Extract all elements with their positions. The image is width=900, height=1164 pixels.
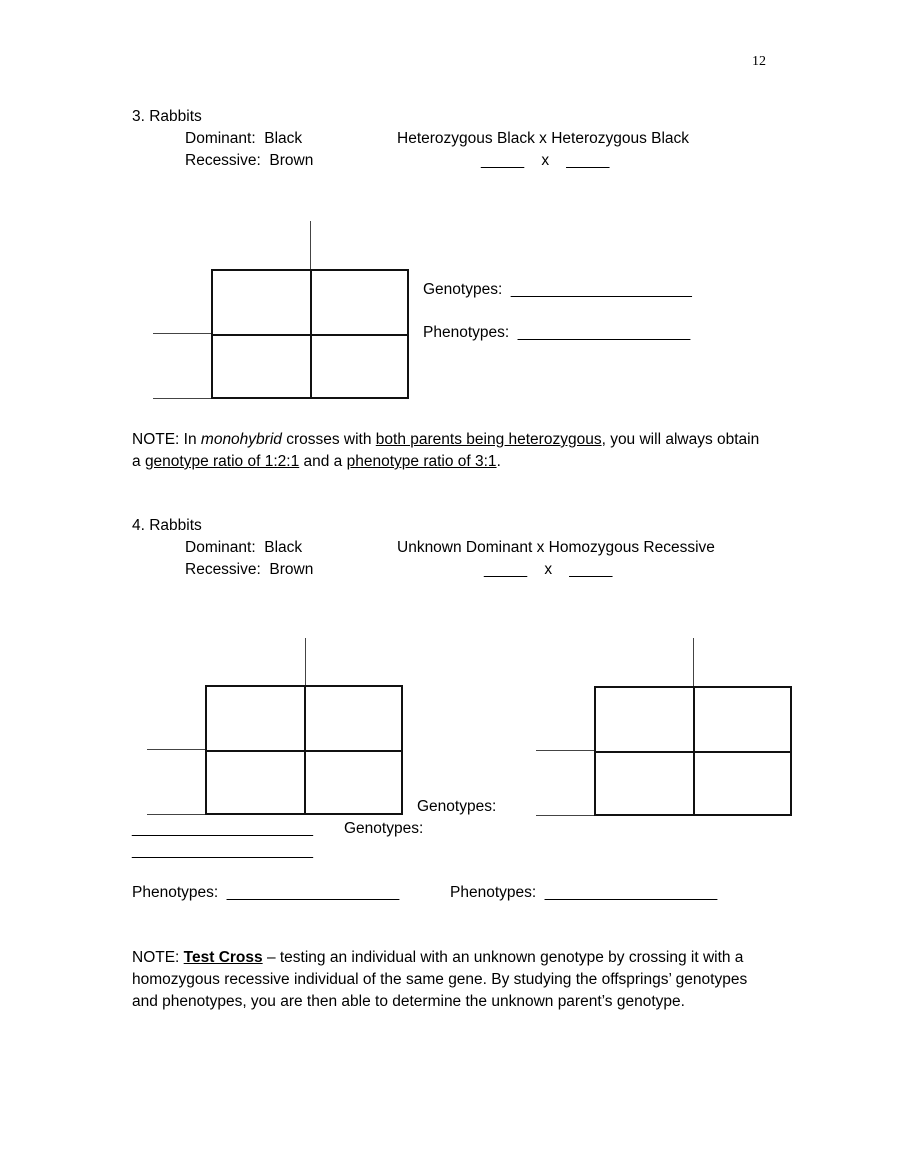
note-1-mid1: crosses with	[281, 431, 376, 448]
punnett-4b-cell-1[interactable]	[596, 688, 693, 751]
problem-4-genotypes-right: Genotypes:	[417, 798, 497, 815]
punnett-square-3	[211, 269, 409, 399]
punnett-4a-cell-1[interactable]	[207, 687, 304, 750]
problem-4-genotypes-left: Genotypes:	[344, 820, 424, 837]
punnett-4a-left-stub-1	[147, 749, 205, 750]
punnett-3-cell-3[interactable]	[213, 336, 310, 399]
note-2-term: Test Cross	[183, 949, 263, 966]
problem-4-parent-blanks: _____ x _____	[484, 561, 613, 578]
note-monohybrid	[132, 429, 772, 473]
punnett-3-left-stub-1	[153, 333, 211, 334]
note-1-underline-2: genotype ratio of 1:2:1	[144, 453, 300, 470]
note-2-body: – testing an individual with an unknown genotype by crossing it with a homozygous recessive individual of the same gene. By studying the offsprings’ genotypes and phenotypes, you are then able to determine the unknown parent’s genotype.	[132, 949, 748, 1010]
problem-3-phenotypes[interactable]: Phenotypes: ____________________	[423, 324, 691, 341]
note-1-underline-3: phenotype ratio of 3:1	[346, 453, 497, 470]
problem-3-dominant: Dominant: Black	[185, 130, 303, 147]
punnett-3-cell-1[interactable]	[213, 271, 310, 334]
problem-4-genotypes-blank-2[interactable]: _____________________	[132, 842, 314, 859]
punnett-4b-cell-2[interactable]	[695, 688, 792, 751]
punnett-3-top-stub	[310, 221, 311, 269]
problem-4-recessive: Recessive: Brown	[185, 561, 314, 578]
punnett-3-cell-4[interactable]	[312, 336, 409, 399]
punnett-4b-top-stub	[693, 638, 694, 686]
problem-4-dominant: Dominant: Black	[185, 539, 303, 556]
note-1-mid2: , you will always obtain a	[132, 431, 760, 470]
punnett-4a-cell-2[interactable]	[306, 687, 403, 750]
problem-4-title: 4. Rabbits	[132, 517, 202, 534]
page-number: 12	[752, 54, 766, 69]
problem-3-genotypes[interactable]: Genotypes: _____________________	[423, 281, 692, 298]
problem-3-title: 3. Rabbits	[132, 108, 202, 125]
punnett-3-cell-2[interactable]	[312, 271, 409, 334]
problem-3-recessive: Recessive: Brown	[185, 152, 314, 169]
problem-4-phenotypes-right[interactable]: Phenotypes: ____________________	[450, 884, 718, 901]
punnett-4b-left-stub-1	[536, 750, 594, 751]
note-1-italic: monohybrid	[200, 431, 282, 448]
note-2-prefix: NOTE:	[132, 949, 184, 966]
punnett-4a-cell-4[interactable]	[306, 752, 403, 815]
note-test-cross	[132, 947, 777, 1013]
problem-3-parent-blanks: _____ x _____	[481, 152, 610, 169]
punnett-3-left-stub-2	[153, 398, 211, 399]
punnett-4a-top-stub	[305, 638, 306, 685]
punnett-4a-left-stub-2	[147, 814, 205, 815]
punnett-4b-cell-4[interactable]	[695, 753, 792, 816]
problem-4-phenotypes-left[interactable]: Phenotypes: ____________________	[132, 884, 400, 901]
punnett-4b-cell-3[interactable]	[596, 753, 693, 816]
punnett-4a-cell-3[interactable]	[207, 752, 304, 815]
note-1-prefix: NOTE: In	[132, 431, 201, 448]
problem-3-cross: Heterozygous Black x Heterozygous Black	[397, 130, 690, 147]
problem-4-cross: Unknown Dominant x Homozygous Recessive	[397, 539, 715, 556]
punnett-4b-left-stub-2	[536, 815, 594, 816]
note-1-mid3: and a	[299, 453, 347, 470]
punnett-square-4a	[205, 685, 403, 815]
note-1-underline-1: both parents being heterozygous	[375, 431, 602, 448]
note-1-end: .	[496, 453, 501, 470]
problem-4-genotypes-blank-1[interactable]: _____________________	[132, 820, 314, 837]
punnett-square-4b	[594, 686, 792, 816]
